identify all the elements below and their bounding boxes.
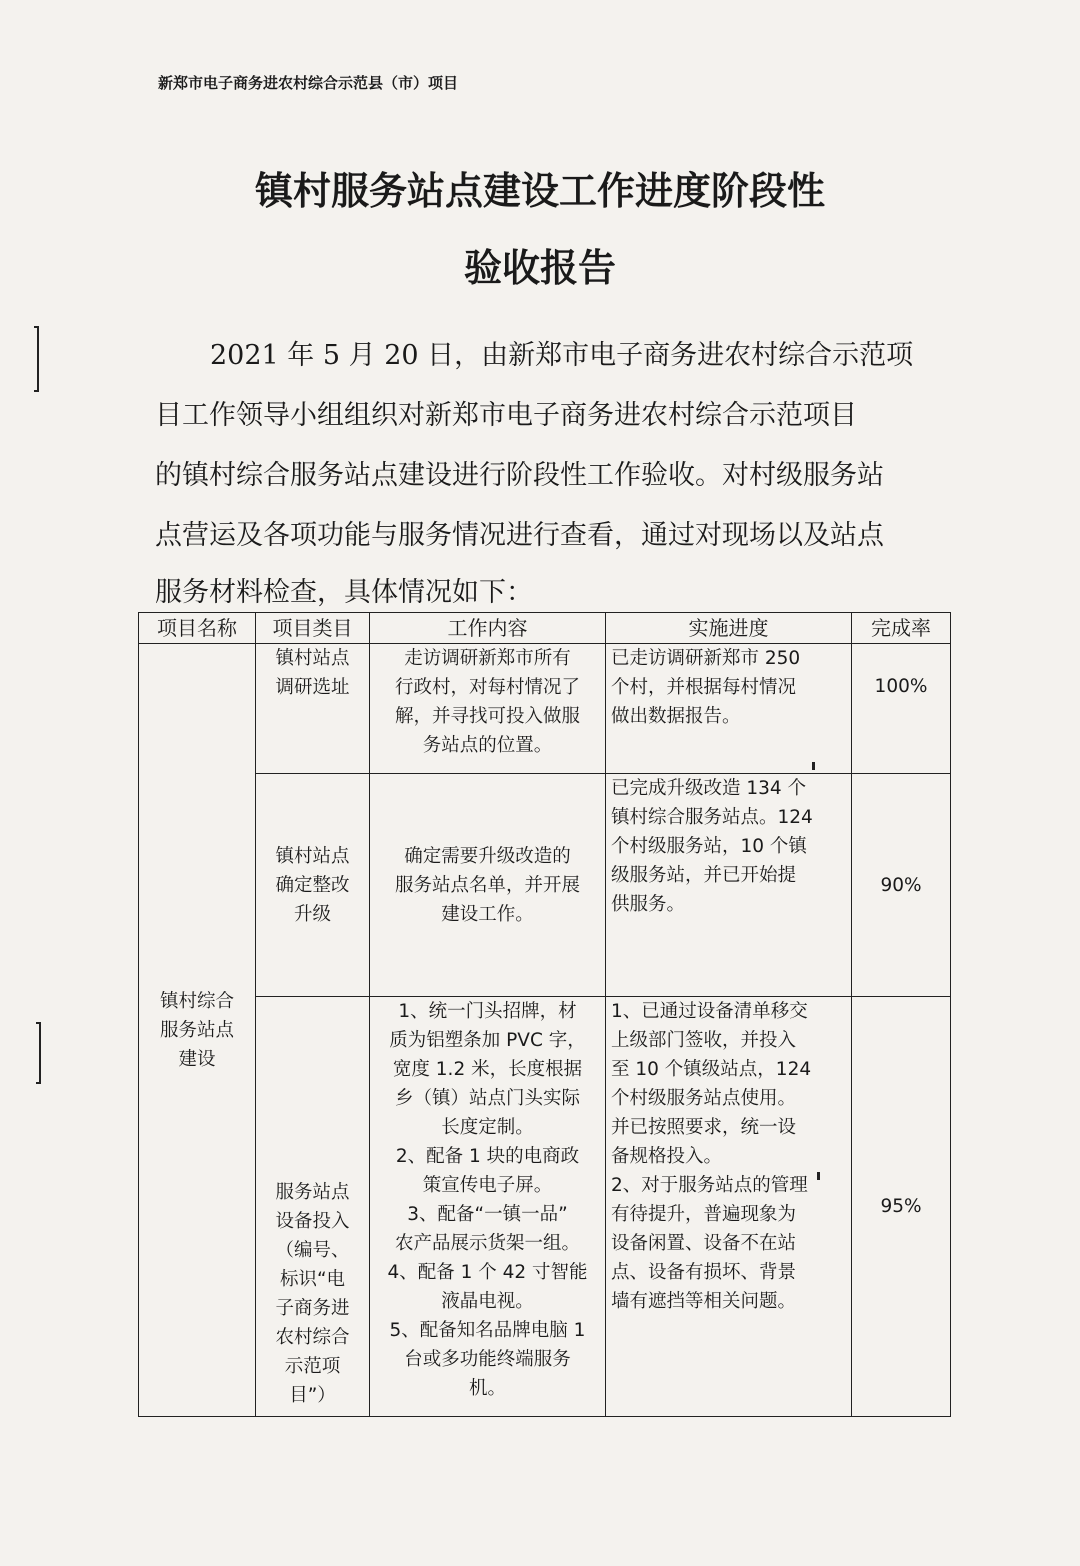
intro-line: 目工作领导小组组织对新郑市电子商务进农村综合示范项目 bbox=[155, 400, 857, 431]
progress-cell bbox=[606, 774, 852, 997]
content-line: 服务站点名单，并开展 bbox=[394, 874, 580, 896]
rate-cell: 95% bbox=[852, 997, 951, 1417]
content-line: 5、配备知名品牌电脑 1 bbox=[389, 1320, 586, 1341]
category-line: 示范项 bbox=[284, 1356, 341, 1377]
category-line: 升级 bbox=[293, 903, 331, 925]
project-name-line: 建设 bbox=[178, 1048, 216, 1070]
content-line: 走访调研新郑市所有 bbox=[404, 648, 571, 669]
content-line: 质为铝塑条加 PVC 字， bbox=[389, 1030, 586, 1051]
content-line: 乡（镇）站点门头实际 bbox=[394, 1088, 580, 1109]
progress-line: 做出数据报告。 bbox=[611, 706, 741, 727]
progress-line: 并已按照要求，统一设 bbox=[611, 1117, 797, 1138]
category-line: 标识“电 bbox=[279, 1269, 346, 1290]
intro-line: 服务材料检查，具体情况如下： bbox=[155, 577, 533, 608]
progress-line: 供服务。 bbox=[611, 894, 686, 915]
column-header-rate: 完成率 bbox=[852, 613, 951, 644]
content-line: 农产品展示货架一组。 bbox=[394, 1233, 580, 1254]
content-line: 3、配备“一镇一品” bbox=[407, 1204, 568, 1225]
progress-line: 点、设备有损坏、背景 bbox=[611, 1262, 797, 1283]
progress-cell bbox=[606, 644, 852, 774]
content-cell bbox=[370, 644, 606, 774]
progress-cell bbox=[606, 997, 852, 1417]
project-name-cell bbox=[139, 644, 256, 1417]
progress-line: 设备闲置、设备不在站 bbox=[611, 1233, 797, 1254]
table-row bbox=[139, 774, 951, 997]
table-row bbox=[139, 644, 951, 774]
column-header-content: 工作内容 bbox=[370, 613, 606, 644]
content-line: 2、配备 1 块的电商政 bbox=[395, 1146, 580, 1167]
category-line: 镇村站点 bbox=[275, 845, 350, 867]
category-line: 子商务进 bbox=[275, 1298, 350, 1319]
category-line: 镇村站点 bbox=[275, 648, 350, 669]
document-header: 新郑市电子商务进农村综合示范县（市）项目 bbox=[158, 74, 459, 92]
content-line: 台或多功能终端服务 bbox=[404, 1349, 571, 1370]
content-line: 解，并寻找可投入做服 bbox=[394, 706, 580, 727]
content-line: 液晶电视。 bbox=[441, 1291, 534, 1312]
rate-cell: 100% bbox=[852, 644, 951, 774]
progress-line: 镇村综合服务站点。124 bbox=[611, 807, 813, 828]
column-header-progress: 实施进度 bbox=[606, 613, 852, 644]
content-line: 务站点的位置。 bbox=[422, 735, 553, 756]
category-cell bbox=[256, 774, 370, 997]
category-line: 调研选址 bbox=[275, 677, 350, 698]
project-name-line: 镇村综合 bbox=[159, 990, 234, 1012]
progress-line: 级服务站，并已开始提 bbox=[611, 865, 797, 886]
content-line: 1、统一门头招牌，材 bbox=[398, 1001, 577, 1022]
category-line: 服务站点 bbox=[275, 1182, 350, 1203]
content-line: 策宣传电子屏。 bbox=[422, 1175, 553, 1196]
document-title-line-2: 验收报告 bbox=[463, 246, 616, 290]
binding-mark bbox=[34, 326, 39, 392]
project-name-line: 服务站点 bbox=[159, 1019, 234, 1041]
table-row bbox=[139, 997, 951, 1417]
content-line: 长度定制。 bbox=[441, 1117, 534, 1138]
intro-line: 2021 年 5 月 20 日，由新郑市电子商务进农村综合示范项 bbox=[210, 340, 914, 371]
progress-line: 个村，并根据每村情况 bbox=[611, 677, 797, 698]
category-line: 农村综合 bbox=[275, 1327, 350, 1348]
acceptance-table bbox=[138, 612, 951, 1417]
content-line: 建设工作。 bbox=[441, 903, 534, 925]
content-line: 确定需要升级改造的 bbox=[404, 845, 571, 867]
rate-cell: 90% bbox=[852, 774, 951, 997]
category-line: （编号、 bbox=[275, 1240, 350, 1261]
column-header-project-name: 项目名称 bbox=[139, 613, 256, 644]
content-line: 4、配备 1 个 42 寸智能 bbox=[387, 1262, 588, 1283]
progress-line: 1、已通过设备清单移交 bbox=[611, 1001, 808, 1022]
column-header-category: 项目类目 bbox=[256, 613, 370, 644]
category-line: 目”） bbox=[289, 1385, 336, 1406]
content-line: 行政村，对每村情况了 bbox=[394, 677, 580, 698]
category-line: 设备投入 bbox=[275, 1211, 350, 1232]
table-header-row bbox=[139, 613, 951, 644]
category-cell bbox=[256, 997, 370, 1417]
intro-line: 点营运及各项功能与服务情况进行查看，通过对现场以及站点 bbox=[155, 520, 884, 551]
progress-line: 墙有遮挡等相关问题。 bbox=[611, 1291, 797, 1312]
progress-line: 已完成升级改造 134 个 bbox=[611, 778, 807, 799]
category-line: 确定整改 bbox=[275, 874, 350, 896]
progress-line: 个村级服务站点使用。 bbox=[611, 1088, 797, 1109]
progress-line: 上级部门签收，并投入 bbox=[611, 1030, 797, 1051]
progress-line: 至 10 个镇级站点，124 bbox=[611, 1059, 812, 1080]
binding-mark bbox=[36, 1022, 41, 1084]
progress-line: 备规格投入。 bbox=[611, 1146, 723, 1167]
progress-line: 有待提升，普遍现象为 bbox=[611, 1204, 797, 1225]
content-line: 宽度 1.2 米，长度根据 bbox=[392, 1059, 583, 1080]
document-title-line-1: 镇村服务站点建设工作进度阶段性 bbox=[254, 169, 825, 213]
progress-line: 个村级服务站，10 个镇 bbox=[611, 836, 807, 857]
content-cell bbox=[370, 997, 606, 1417]
intro-line: 的镇村综合服务站点建设进行阶段性工作验收。对村级服务站 bbox=[155, 460, 884, 491]
content-line: 机。 bbox=[468, 1378, 506, 1399]
category-cell bbox=[256, 644, 370, 774]
progress-line: 2、对于服务站点的管理 bbox=[611, 1175, 808, 1196]
content-cell bbox=[370, 774, 606, 997]
progress-line: 已走访调研新郑市 250 bbox=[611, 648, 801, 669]
